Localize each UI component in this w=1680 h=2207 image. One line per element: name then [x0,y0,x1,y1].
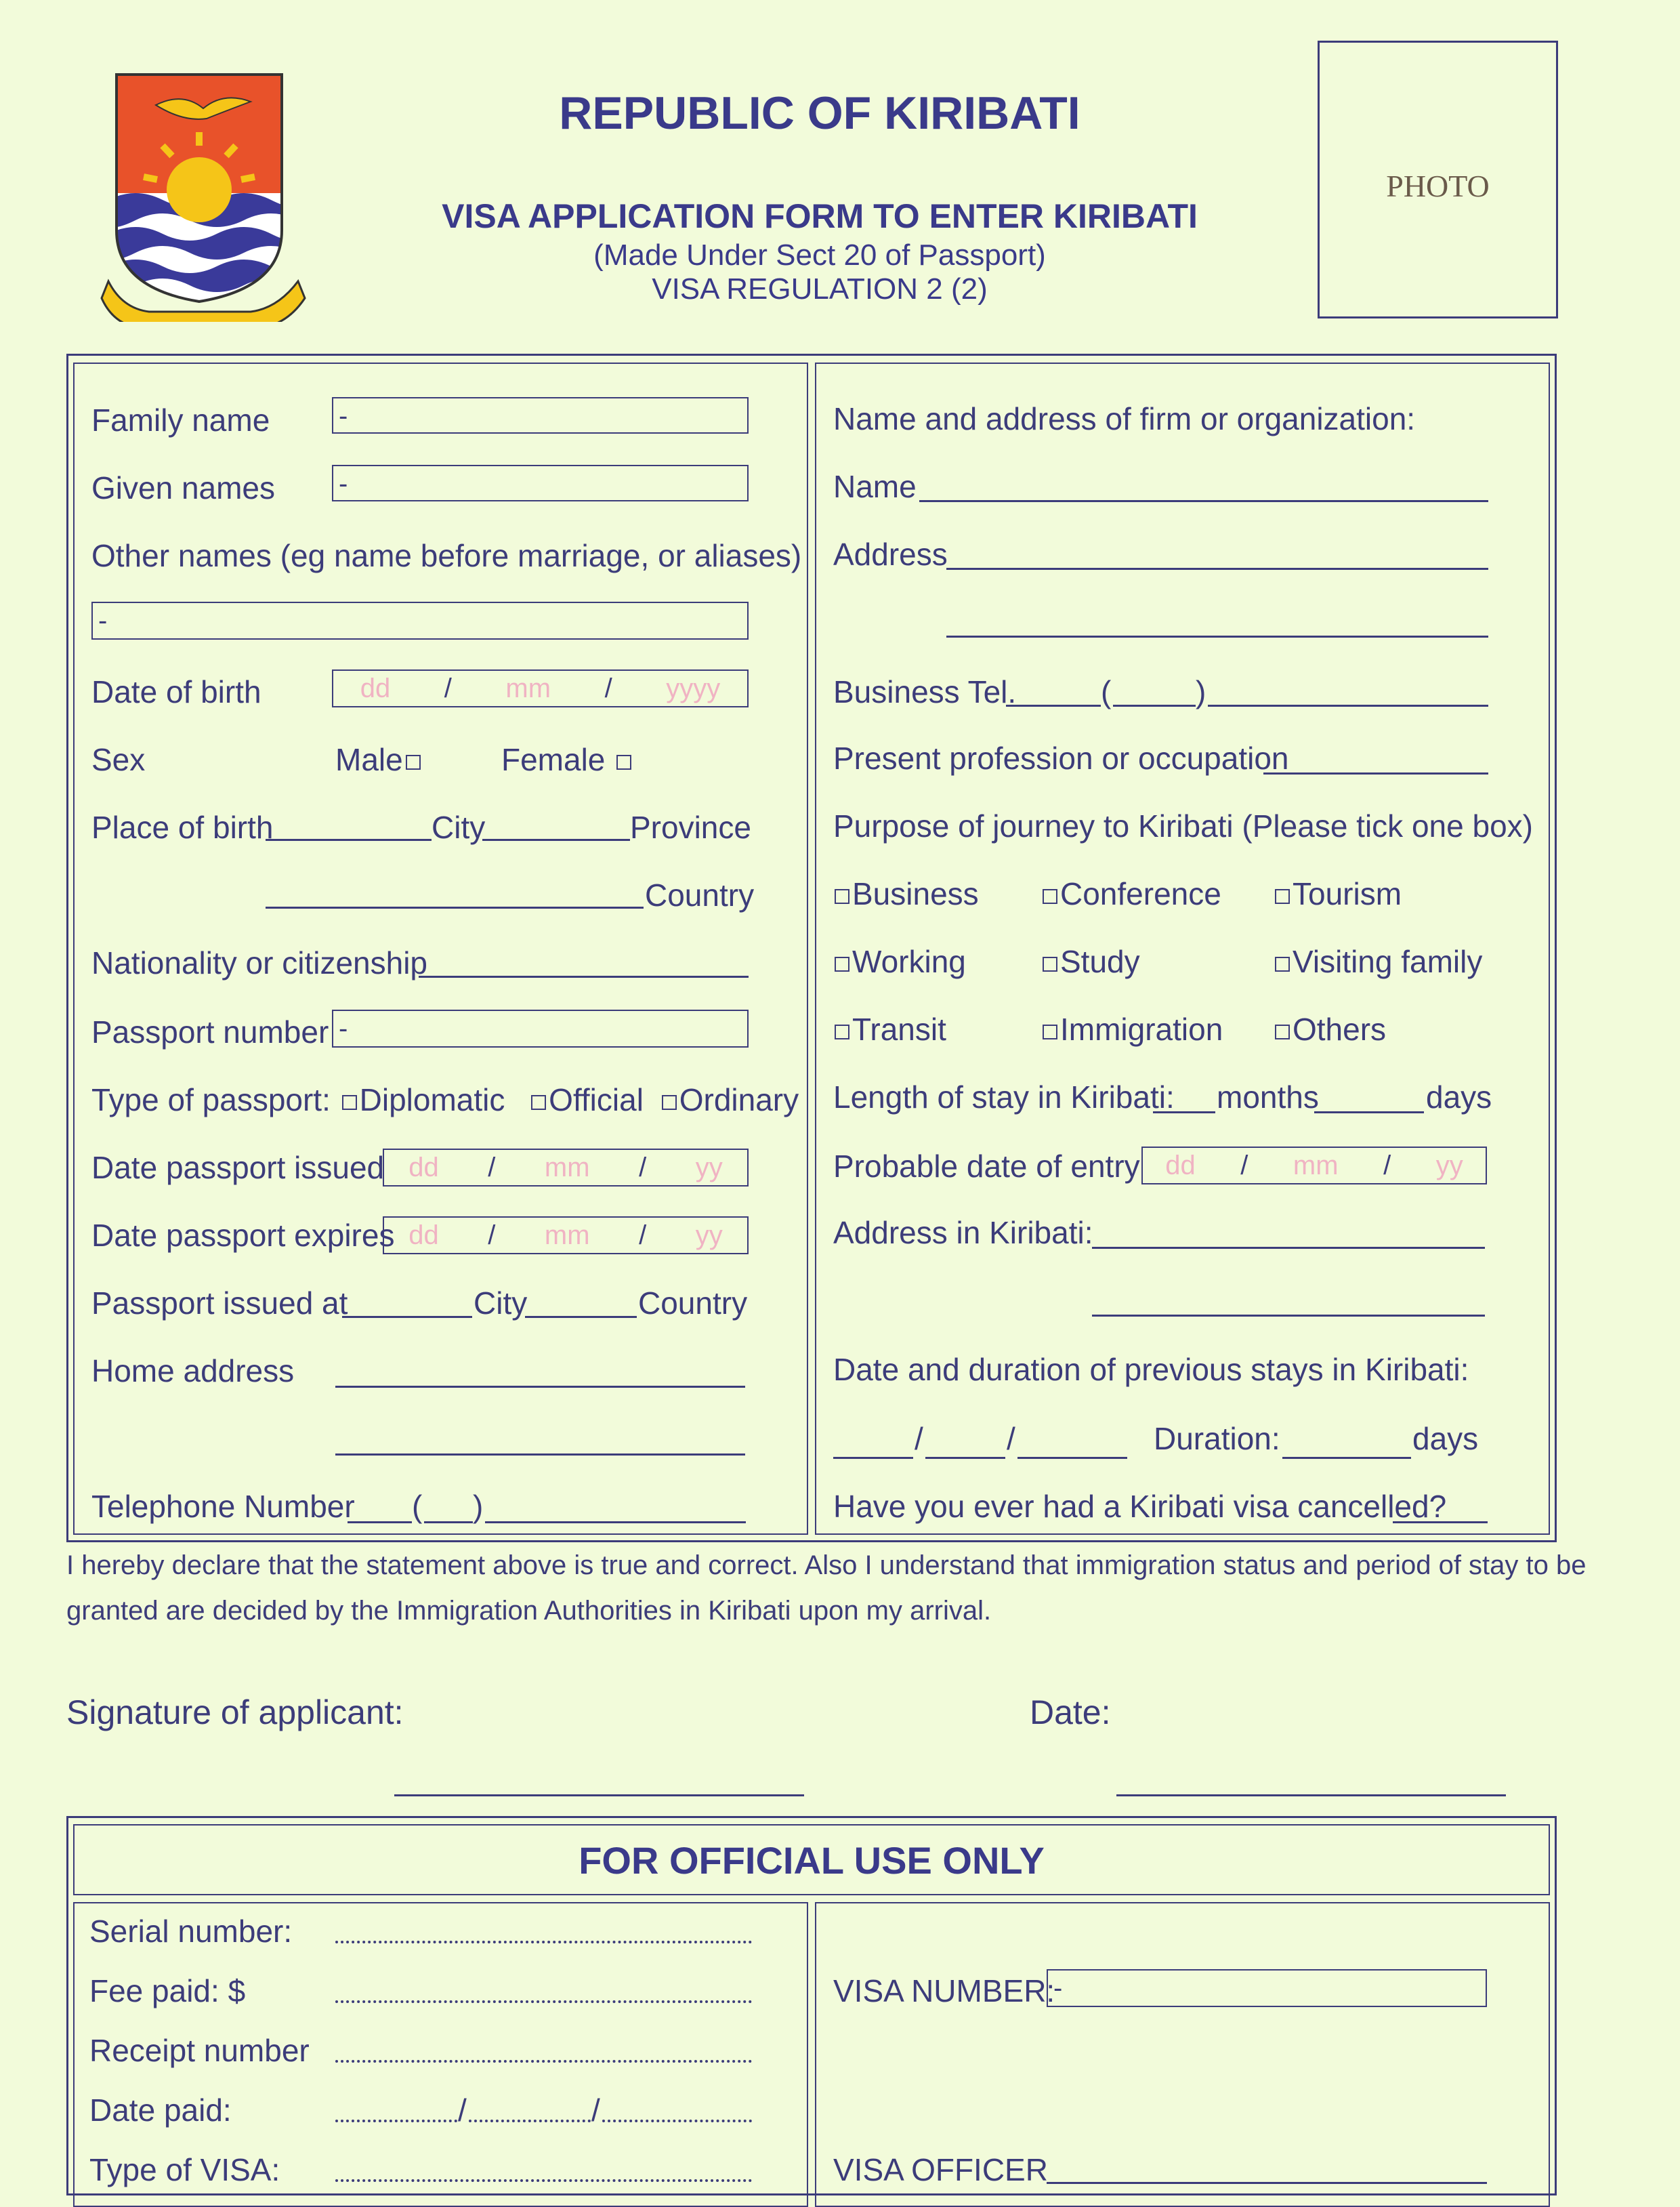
place-of-birth-country-input[interactable] [266,907,644,909]
serial-number-label: Serial number: [89,1914,293,1949]
visa-cancelled-input[interactable] [1393,1521,1488,1523]
official-use-heading: FOR OFFICIAL USE ONLY [579,1839,1045,1882]
expires-dd: dd [408,1220,439,1250]
issued-dd: dd [408,1152,439,1182]
date-paid-slash-1: / [458,2092,467,2128]
visa-officer-input[interactable] [1047,2182,1487,2184]
diplomatic-checkbox[interactable] [342,1095,357,1110]
business-tel-paren-close: ) [1196,674,1206,709]
issued-at-city-input[interactable] [342,1316,472,1318]
photo-box[interactable] [1318,41,1558,318]
probable-entry-label: Probable date of entry [833,1149,1140,1184]
firm-name-label: Name [833,469,917,504]
date-issued-input[interactable] [383,1149,749,1187]
purpose-option-business[interactable] [832,878,979,909]
fee-paid-label: Fee paid: $ [89,1973,246,2008]
duration-label: Duration: [1154,1421,1280,1456]
purpose-option-conference[interactable] [1040,878,1221,909]
entry-slash-1: / [1240,1150,1248,1180]
expires-slash-1: / [488,1220,496,1250]
date-of-birth-label: Date of birth [91,674,261,709]
photo-label: PHOTO [1386,169,1490,203]
nationality-label: Nationality or citizenship [91,945,428,981]
duration-days-label: days [1412,1421,1479,1456]
telephone-paren-open: ( [412,1489,423,1524]
telephone-country-code-input[interactable] [348,1521,412,1523]
address-in-kiribati-line-1[interactable] [1092,1247,1485,1249]
telephone-area-code-input[interactable] [424,1521,473,1523]
others-label: Others [1293,1012,1387,1047]
previous-stay-slash-2: / [1007,1421,1015,1456]
telephone-paren-close: ) [473,1489,484,1524]
city-label: City [432,810,486,845]
visiting-family-label: Visiting family [1293,944,1483,979]
business-checkbox[interactable] [835,889,849,904]
male-label: Male [335,742,403,777]
receipt-number-input[interactable] [335,2060,752,2063]
purpose-label: Purpose of journey to Kiribati (Please tick one box) [833,808,1533,844]
conference-checkbox[interactable] [1043,889,1057,904]
expires-mm: mm [544,1220,590,1250]
working-checkbox[interactable] [835,957,849,972]
dob-dd: dd [360,673,391,703]
probable-entry-input[interactable] [1141,1147,1487,1184]
family-name-input[interactable]: - [332,397,749,434]
profession-input[interactable] [1263,772,1488,775]
expires-slash-2: / [639,1220,647,1250]
entry-dd: dd [1165,1150,1196,1180]
date-paid-label: Date paid: [89,2092,232,2128]
dob-slash-1: / [444,673,452,703]
date-paid-slash-2: / [591,2092,600,2128]
tourism-checkbox[interactable] [1275,889,1290,904]
signature-label: Signature of applicant: [66,1693,404,1731]
days-label: days [1426,1079,1492,1115]
province-label: Province [630,810,751,845]
given-names-input[interactable]: - [332,465,749,501]
home-address-label: Home address [91,1353,295,1388]
study-label: Study [1060,944,1140,979]
issued-at-country-input[interactable] [525,1316,637,1318]
firm-name-input[interactable] [919,500,1488,502]
given-names-label: Given names [91,470,276,506]
visiting-family-checkbox[interactable] [1275,957,1290,972]
purpose-option-transit[interactable] [832,1014,946,1045]
fee-paid-input[interactable] [335,2000,752,2003]
previous-stays-label: Date and duration of previous stays in Kiribati: [833,1352,1469,1387]
issued-at-city-label: City [474,1285,528,1321]
date-paid-month-input[interactable] [469,2120,591,2122]
other-names-input[interactable]: - [91,602,749,640]
address-in-kiribati-line-2[interactable] [1092,1315,1485,1317]
date-expires-label: Date passport expires [91,1218,395,1253]
passport-number-label: Passport number [91,1014,329,1050]
receipt-number-label: Receipt number [89,2033,310,2068]
serial-number-input[interactable] [335,1941,752,1943]
male-checkbox[interactable] [406,755,421,770]
sex-male-option[interactable] [335,744,423,775]
visa-officer-label: VISA OFFICER [833,2152,1048,2187]
issued-slash-1: / [488,1152,496,1182]
ordinary-label: Ordinary [679,1082,799,1117]
previous-stay-slash-1: / [915,1421,923,1456]
purpose-option-working[interactable] [832,946,966,977]
issued-at-label: Passport issued at [91,1285,348,1321]
firm-address-label: Address [833,537,948,572]
dob-mm: mm [505,673,551,703]
purpose-option-others[interactable] [1272,1014,1386,1045]
date-expires-input[interactable] [383,1216,749,1254]
others-checkbox[interactable] [1275,1025,1290,1039]
conference-label: Conference [1060,876,1221,911]
form-subtitle-2: VISA REGULATION 2 (2) [652,272,988,306]
passport-type-label [91,1084,799,1115]
date-paid-year-input[interactable] [602,2120,752,2122]
date-label: Date: [1030,1693,1111,1731]
profession-label: Present profession or occupation [833,741,1289,776]
passport-type-text: Type of passport: [91,1082,331,1117]
telephone-number-input[interactable] [485,1521,746,1523]
transit-checkbox[interactable] [835,1025,849,1039]
working-label: Working [852,944,966,979]
purpose-option-immigration[interactable] [1040,1014,1223,1045]
firm-address-line-1[interactable] [946,568,1488,570]
home-address-line-2[interactable] [335,1453,745,1456]
family-name-label: Family name [91,403,270,438]
transit-label: Transit [852,1012,946,1047]
female-label: Female [501,742,606,777]
declaration-line-2: granted are decided by the Immigration Authorities in Kiribati upon my arrival. [66,1596,992,1626]
passport-number-input[interactable]: - [332,1010,749,1048]
purpose-option-study[interactable] [1040,946,1140,977]
business-tel-area-input[interactable] [1113,705,1196,707]
issued-yy: yy [695,1152,723,1182]
business-tel-label: Business Tel. [833,674,1017,709]
visa-cancelled-label: Have you ever had a Kiribati visa cancelled? [833,1489,1447,1524]
place-of-birth-province-input[interactable] [482,839,630,841]
previous-stay-year-input[interactable] [1017,1457,1127,1459]
coat-of-arms-logo [81,64,325,322]
signature-date-line[interactable] [1116,1794,1506,1796]
immigration-label: Immigration [1060,1012,1223,1047]
sex-label: Sex [91,742,146,777]
visa-number-input[interactable]: - [1047,1969,1487,2007]
place-of-birth-city-input[interactable] [266,839,432,841]
dob-yyyy: yyyy [666,673,721,703]
nationality-input[interactable] [419,976,749,978]
country-label: Country [645,878,755,913]
entry-yy: yy [1435,1150,1463,1180]
date-of-birth-input[interactable] [332,669,749,707]
address-in-kiribati-label: Address in Kiribati: [833,1215,1093,1250]
entry-slash-2: / [1383,1150,1391,1180]
telephone-label: Telephone Number [91,1489,355,1524]
firm-address-line-2[interactable] [946,636,1488,638]
study-checkbox[interactable] [1043,957,1057,972]
date-issued-label: Date passport issued [91,1150,385,1185]
length-of-stay-days-input[interactable] [1314,1111,1424,1113]
diplomatic-label: Diplomatic [359,1082,505,1117]
form-subtitle-1: (Made Under Sect 20 of Passport) [593,239,1046,272]
business-tel-country-input[interactable] [1006,705,1101,707]
type-of-visa-input[interactable] [335,2179,752,2182]
female-checkbox[interactable] [616,755,631,770]
duration-input[interactable] [1282,1457,1411,1459]
declaration-line-1: I hereby declare that the statement above is true and correct. Also I understand that immigration status and period of stay to be [66,1550,1587,1580]
other-names-label: Other names (eg name before marriage, or aliases) [91,538,802,573]
visa-number-label: VISA NUMBER: [833,1973,1055,2008]
official-label: Official [549,1082,644,1117]
signature-line[interactable] [394,1794,804,1796]
official-checkbox[interactable] [531,1095,546,1110]
immigration-checkbox[interactable] [1043,1025,1057,1039]
issued-mm: mm [544,1152,590,1182]
previous-stay-month-input[interactable] [925,1457,1005,1459]
business-tel-paren-open: ( [1101,674,1112,709]
months-label: months [1217,1079,1319,1115]
business-tel-number-input[interactable] [1208,705,1488,707]
entry-mm: mm [1293,1150,1339,1180]
dob-slash-2: / [604,673,612,703]
date-paid-day-input[interactable] [335,2120,457,2122]
sex-female-option[interactable] [501,744,634,775]
ordinary-checkbox[interactable] [662,1095,677,1110]
issued-slash-2: / [639,1152,647,1182]
country-title: REPUBLIC OF KIRIBATI [559,87,1080,139]
purpose-option-visiting-family[interactable] [1272,946,1482,977]
issued-at-country-label: Country [638,1285,748,1321]
type-of-visa-label: Type of VISA: [89,2152,280,2187]
home-address-line-1[interactable] [335,1386,745,1388]
tourism-label: Tourism [1293,876,1402,911]
form-title: VISA APPLICATION FORM TO ENTER KIRIBATI [442,197,1198,235]
expires-yy: yy [695,1220,723,1250]
length-of-stay-label: Length of stay in Kiribati: [833,1079,1175,1115]
business-label: Business [852,876,979,911]
previous-stay-day-input[interactable] [833,1457,913,1459]
place-of-birth-label: Place of birth [91,810,274,845]
firm-heading: Name and address of firm or organization: [833,401,1416,436]
length-of-stay-months-input[interactable] [1153,1111,1215,1113]
purpose-option-tourism[interactable] [1272,878,1402,909]
